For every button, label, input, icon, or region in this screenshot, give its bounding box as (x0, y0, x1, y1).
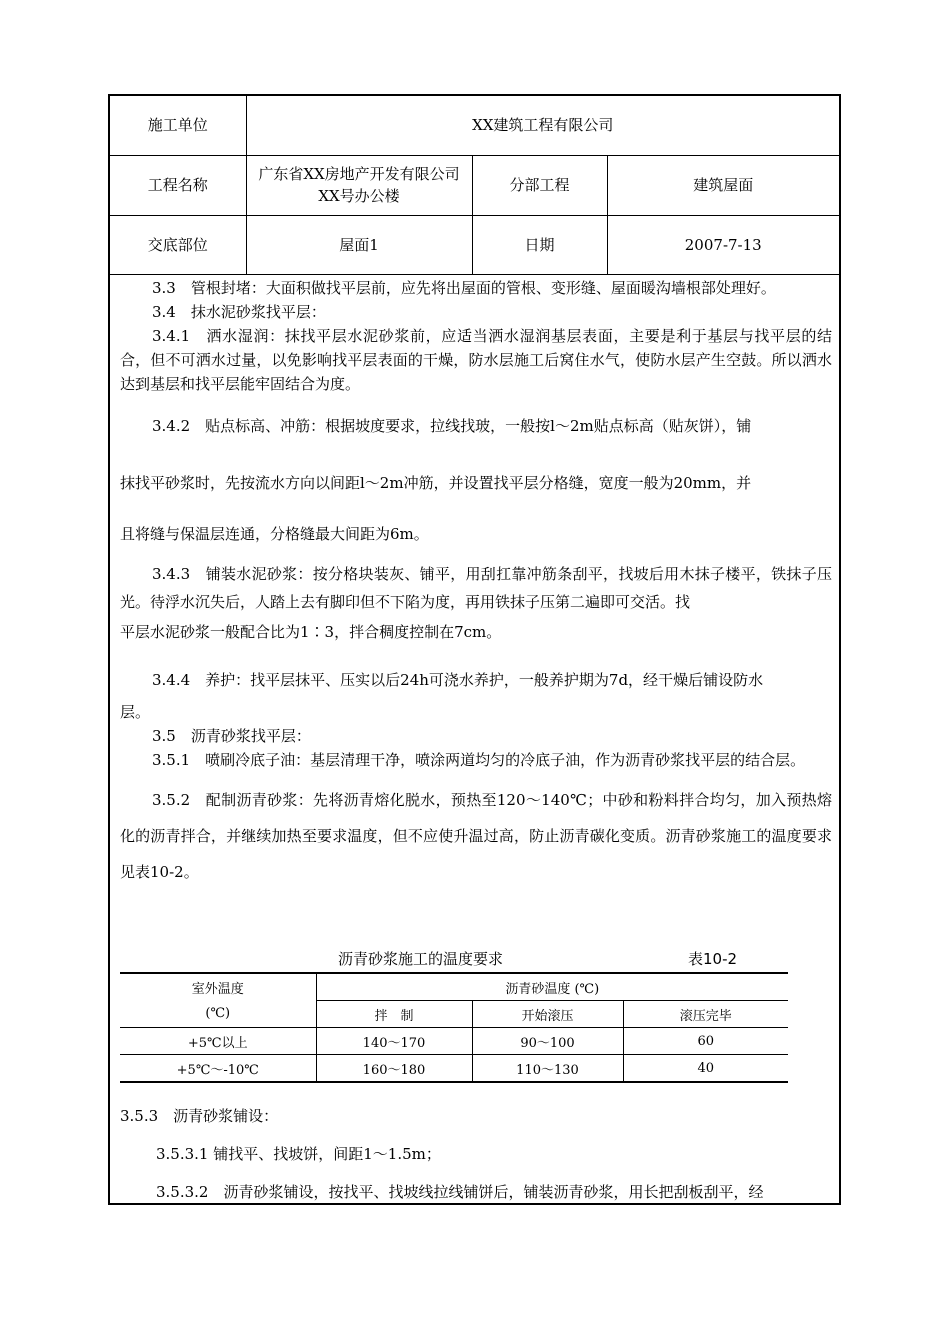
table-number: 表10-2 (688, 950, 738, 968)
after-table-text (120, 1100, 832, 1208)
col-outdoor-head-a: 室外温度 (120, 973, 316, 1001)
paragraph-3-5: 3.5 沥青砂浆找平层： (152, 727, 311, 745)
paragraph-3-4-2-a: 3.4.2 贴点标高、冲筋：根据坡度要求，拉线找玻，一般按l～2m贴点标高（贴灰饼），铺 (152, 417, 752, 435)
paragraph-3-4: 3.4 抹水泥砂浆找平层： (152, 303, 326, 321)
date-label: 日期 (472, 215, 607, 274)
body-text (120, 276, 832, 890)
paragraph-3-5-3-1: 3.5.3.1 铺找平、找坡饼，间距1～1.5m； (156, 1145, 441, 1163)
paragraph-3-5-3: 3.5.3 沥青砂浆铺设： (120, 1107, 279, 1125)
paragraph-3-4-3-a: 3.4.3 铺装水泥砂浆：按分格块装灰、铺平，用刮扛靠冲筋条刮平，找坡后用木抹子楼平，铁抹子压光。待浮水沉失后，人踏上去有脚印但不下陷为度，再用铁抹子压第二遍即可交活。找 (120, 565, 832, 611)
paragraph-3-4-4-a: 3.4.4 养护：找平层抹平、压实以后24h可浇水养护，一般养护期为7d，经干燥后铺设防水 (152, 671, 764, 689)
paragraph-3-4-1: 3.4.1 洒水湿润：抹找平层水泥砂浆前，应适当洒水湿润基层表面，主要是利于基层与找平层的结合，但不可洒水过量，以免影响找平层表面的干燥，防水层施工后窝住水气，使防水层产生空鼓。所以洒水达到基层和找平层能牢固结合为度。 (120, 327, 832, 393)
sub-label: 分部工程 (472, 155, 607, 215)
table-title: 沥青砂浆施工的温度要求 (338, 950, 504, 968)
project-label: 工程名称 (110, 155, 246, 215)
row2-mix: 160～180 (316, 1055, 472, 1083)
row1-end: 60 (623, 1028, 788, 1055)
row2-outdoor: +5℃～-10℃ (120, 1055, 316, 1083)
table-row (120, 1055, 788, 1083)
unit-label: 施工单位 (110, 96, 246, 155)
paragraph-3-4-2-b: 抹找平砂浆时，先按流水方向以间距l～2m冲筋，并设置找平层分格缝，宽度一般为20mm，并 (120, 474, 752, 492)
part-label: 交底部位 (110, 215, 246, 274)
row1-mix: 140～170 (316, 1028, 472, 1055)
paragraph-3-4-4-b: 层。 (120, 703, 151, 721)
paragraph-3-3: 3.3 管根封堵：大面积做找平层前，应先将出屋面的管根、变形缝、屋面暖沟墙根部处理好。 (152, 279, 776, 297)
paragraph-3-4-2-c: 且将缝与保温层连通，分格缝最大间距为6m。 (120, 525, 429, 543)
unit-value: XX建筑工程有限公司 (246, 96, 839, 155)
temperature-table (120, 946, 788, 1083)
head-mix: 拌 制 (316, 1001, 472, 1028)
head-start: 开始滚压 (472, 1001, 623, 1028)
row2-end: 40 (623, 1055, 788, 1083)
table-caption (120, 946, 788, 972)
row1-start: 90～100 (472, 1028, 623, 1055)
col-outdoor-head-b: (℃) (205, 1006, 231, 1022)
project-value: 广东省XX房地产开发有限公司XX号办公楼 (246, 155, 472, 215)
part-value: 屋面1 (246, 215, 472, 274)
data-table (120, 972, 788, 1083)
paragraph-3-5-3-2: 3.5.3.2 沥青砂浆铺设，按找平、找坡线拉线铺饼后，铺装沥青砂浆，用长把刮板刮平，经 (156, 1183, 764, 1201)
row1-outdoor: +5℃以上 (120, 1028, 316, 1055)
sub-value: 建筑屋面 (607, 155, 839, 215)
date-value: 2007-7-13 (607, 215, 839, 274)
document-frame (108, 94, 841, 1205)
table-row (120, 1028, 788, 1055)
row2-start: 110～130 (472, 1055, 623, 1083)
paragraph-3-4-3-b: 平层水泥砂浆一般配合比为1∶3，拌合稠度控制在7cm。 (120, 623, 502, 641)
paragraph-3-5-1: 3.5.1 喷刷冷底子油：基层清理干净，喷涂两道均匀的冷底子油，作为沥青砂浆找平层的结合层。 (152, 751, 806, 769)
header-table (110, 96, 839, 275)
group-head: 沥青砂温度 (℃) (316, 973, 788, 1001)
paragraph-3-5-2: 3.5.2 配制沥青砂浆：先将沥青熔化脱水，预热至120～140℃；中砂和粉料拌合均匀，加入预热熔化的沥青拌合，并继续加热至要求温度，但不应使升温过高，防止沥青碳化变质。沥青砂浆施工的温度要求见表10-2。 (120, 791, 832, 881)
head-end: 滚压完毕 (623, 1001, 788, 1028)
